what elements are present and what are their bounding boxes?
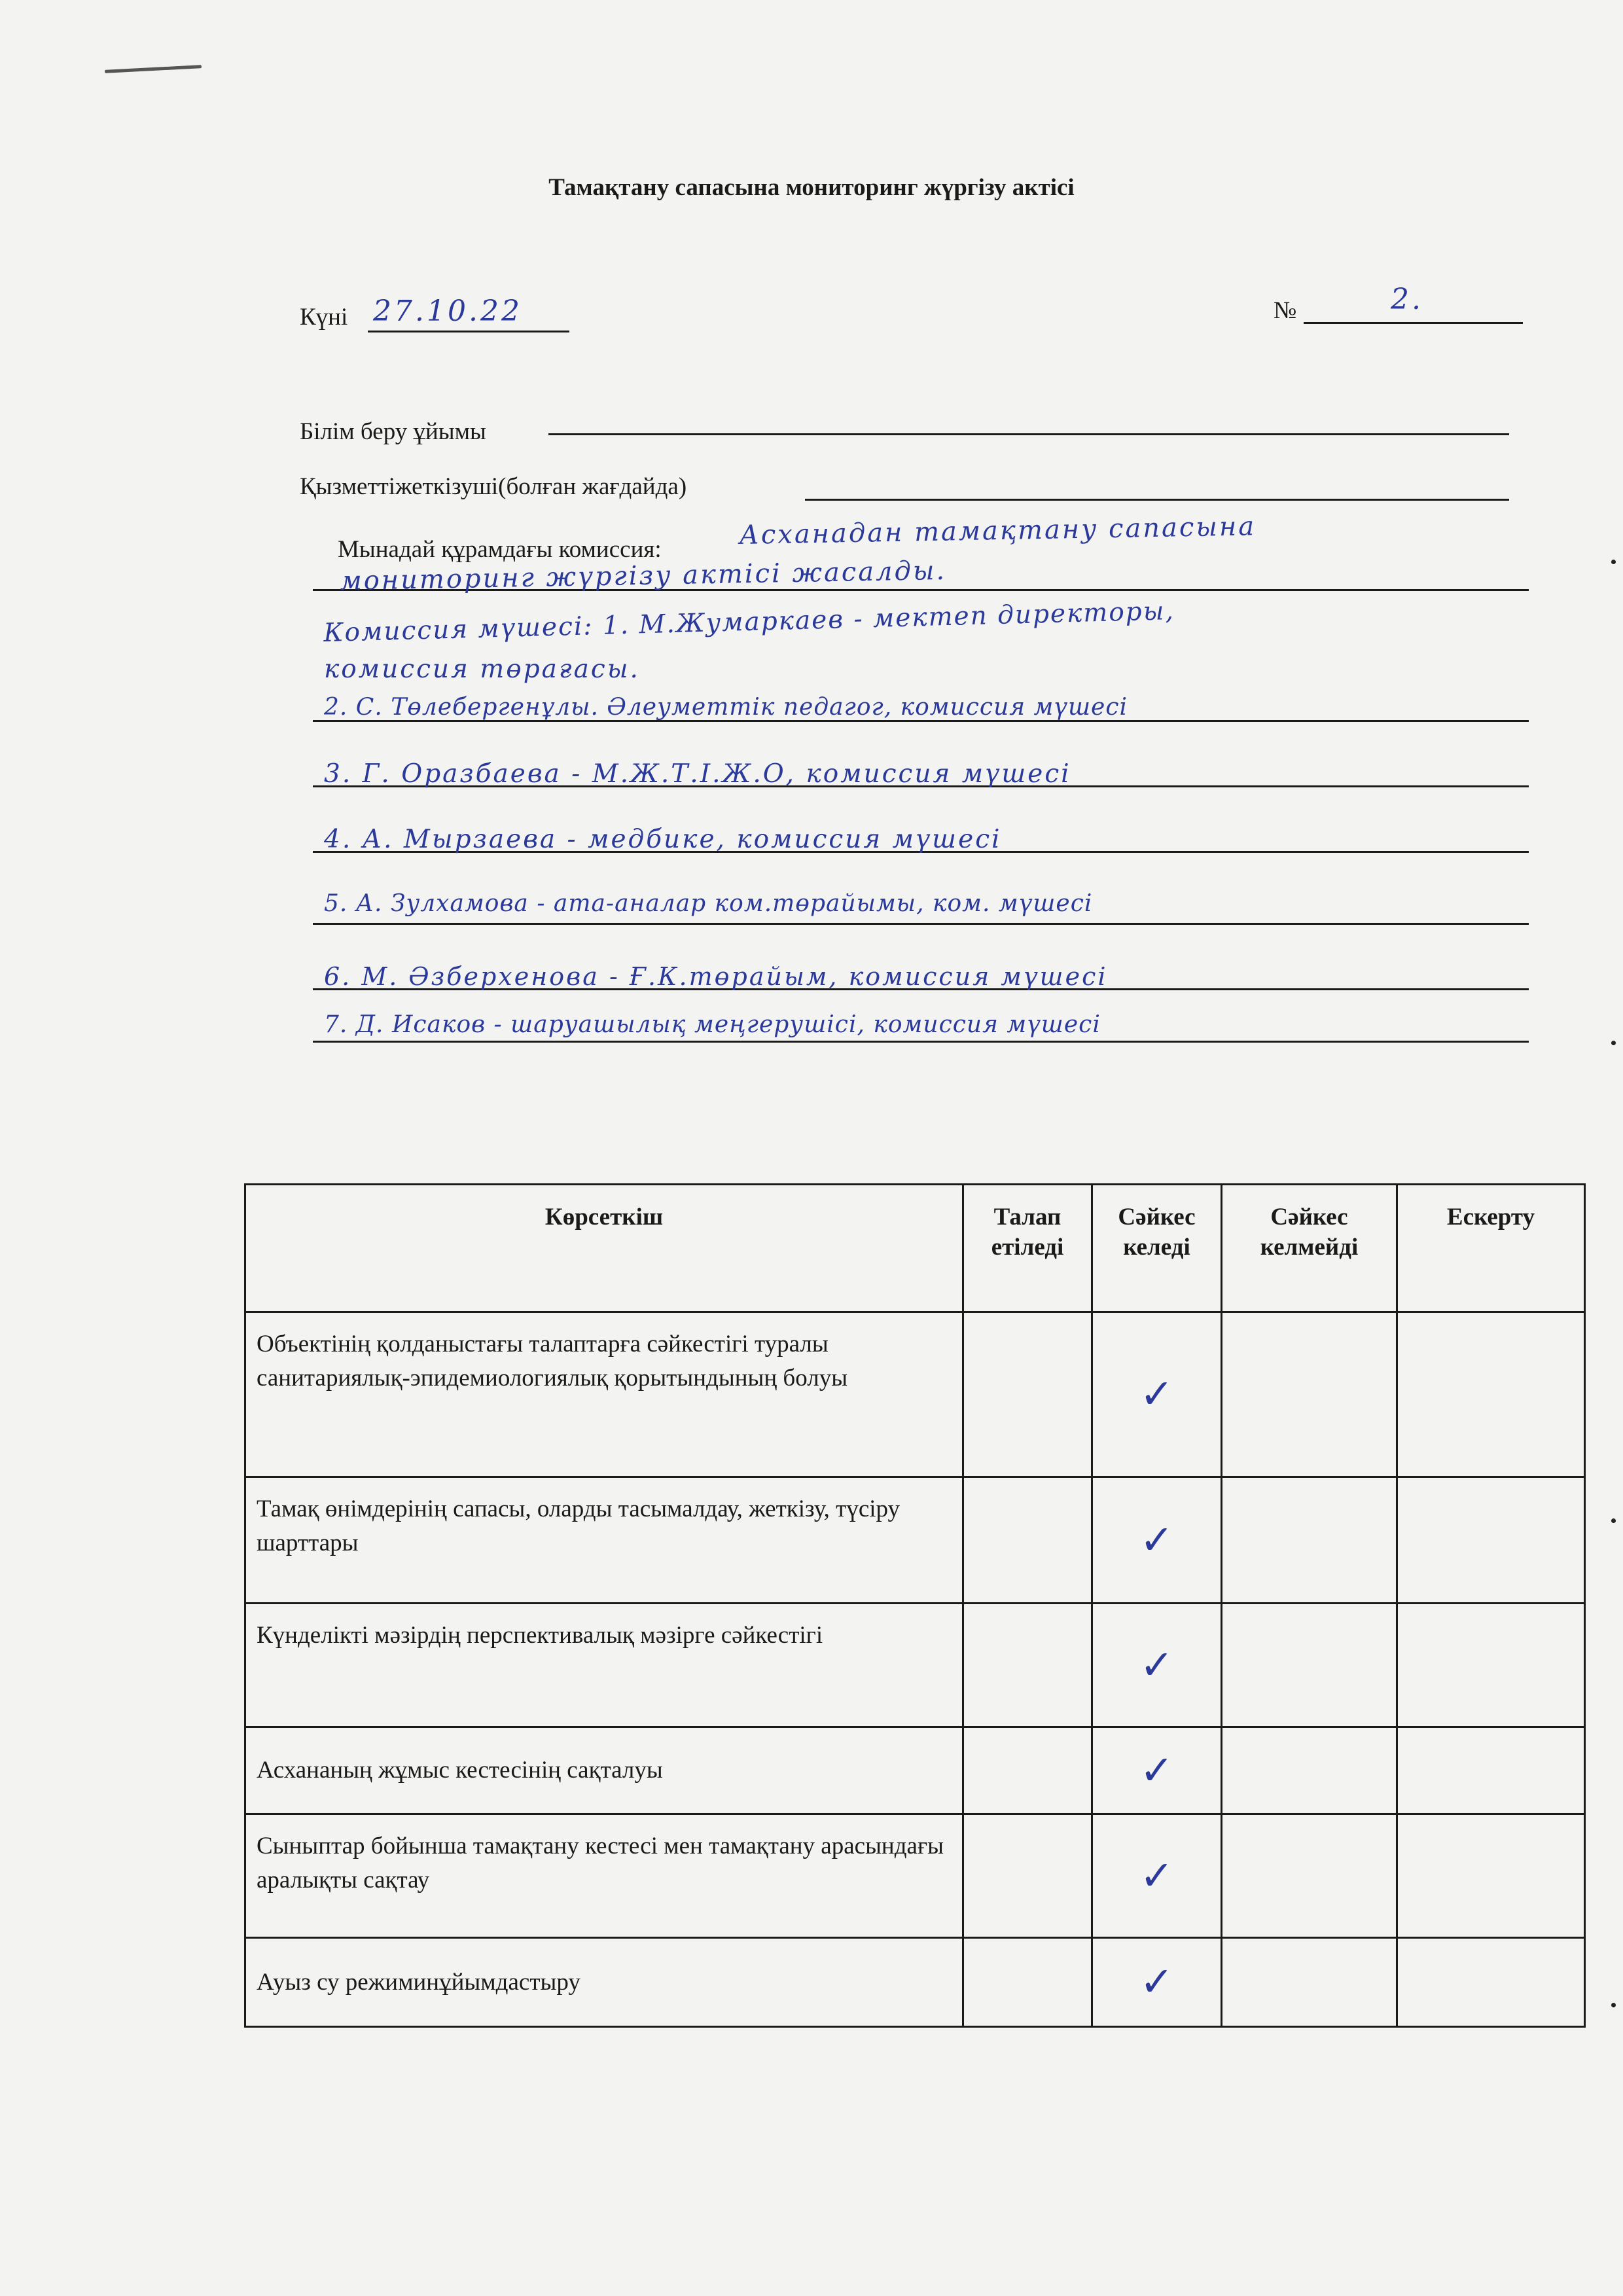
scan-dot (1611, 1041, 1616, 1045)
commission-line: Асханадан тамақтану сапасына (739, 511, 1257, 550)
table-header-row (245, 1185, 1585, 1312)
scan-mark (105, 65, 202, 73)
header-note: Ескерту (1397, 1185, 1585, 1312)
indicator-cell: Объектінің қолданыстағы талаптарға сәйкестігі туралы санитариялық-эпидемиологиялық қорытындының болуы (245, 1312, 963, 1477)
note-cell[interactable] (1397, 1938, 1585, 2027)
noncompliant-cell[interactable] (1222, 1312, 1397, 1477)
noncompliant-cell[interactable] (1222, 1727, 1397, 1814)
commission-line: 4. А. Мырзаева - медбике, комиссия мүшесі (324, 825, 1002, 854)
monitoring-table (244, 1183, 1586, 2028)
required-cell[interactable] (963, 1727, 1092, 1814)
commission-label: Мынадай құрамдағы комиссия: (338, 536, 662, 563)
commission-line: комиссия төрағасы. (324, 655, 640, 684)
table-row (245, 1604, 1585, 1727)
required-cell[interactable] (963, 1604, 1092, 1727)
table-row (245, 1938, 1585, 2027)
noncompliant-cell[interactable] (1222, 1938, 1397, 2027)
header-required: Талап етіледі (963, 1185, 1092, 1312)
supplier-field[interactable] (805, 499, 1509, 501)
noncompliant-cell[interactable] (1222, 1604, 1397, 1727)
table-row (245, 1312, 1585, 1477)
document-title: Тамақтану сапасына мониторинг жүргізу актісі (548, 174, 1075, 201)
scan-dot (1611, 2003, 1616, 2007)
indicator-cell: Сыныптар бойынша тамақтану кестесі мен тамақтану арасындағы аралықты сақтау (245, 1814, 963, 1938)
commission-line: 3. Г. Оразбаева - М.Ж.Т.І.Ж.О, комиссия мүшесі (324, 759, 1071, 789)
compliant-check[interactable]: ✓ (1092, 1814, 1222, 1938)
table-row (245, 1477, 1585, 1604)
number-underline (1304, 322, 1523, 324)
organization-field[interactable] (548, 433, 1509, 435)
required-cell[interactable] (963, 1477, 1092, 1604)
noncompliant-cell[interactable] (1222, 1477, 1397, 1604)
date-underline (368, 331, 569, 332)
indicator-cell: Асхананың жұмыс кестесінің сақталуы (245, 1727, 963, 1814)
number-label: № (1274, 297, 1297, 324)
compliant-check[interactable]: ✓ (1092, 1727, 1222, 1814)
note-cell[interactable] (1397, 1312, 1585, 1477)
organization-label: Білім беру ұйымы (300, 418, 486, 445)
note-cell[interactable] (1397, 1727, 1585, 1814)
scan-dot (1611, 1518, 1616, 1523)
indicator-cell: Күнделікті мәзірдің перспективалық мәзірге сәйкестігі (245, 1604, 963, 1727)
table-row (245, 1727, 1585, 1814)
header-noncompliant: Сәйкес келмейді (1222, 1185, 1397, 1312)
commission-line: Комиссия мүшесі: 1. М.Жумаркаев - мектеп директоры, (323, 596, 1175, 648)
required-cell[interactable] (963, 1312, 1092, 1477)
required-cell[interactable] (963, 1938, 1092, 2027)
header-compliant: Сәйкес келеді (1092, 1185, 1222, 1312)
required-cell[interactable] (963, 1814, 1092, 1938)
commission-underline (313, 923, 1529, 925)
number-value[interactable]: 2. (1391, 283, 1423, 316)
commission-underline (313, 1041, 1529, 1043)
commission-line: мониторинг жүргізу актісі жасалды. (340, 555, 947, 596)
noncompliant-cell[interactable] (1222, 1814, 1397, 1938)
header-indicator: Көрсеткіш (245, 1185, 963, 1312)
compliant-check[interactable]: ✓ (1092, 1938, 1222, 2027)
note-cell[interactable] (1397, 1814, 1585, 1938)
date-value[interactable]: 27.10.22 (373, 295, 522, 328)
compliant-check[interactable]: ✓ (1092, 1477, 1222, 1604)
compliant-check[interactable]: ✓ (1092, 1604, 1222, 1727)
compliant-check[interactable]: ✓ (1092, 1312, 1222, 1477)
note-cell[interactable] (1397, 1604, 1585, 1727)
indicator-cell: Ауыз су режиминұйымдастыру (245, 1938, 963, 2027)
note-cell[interactable] (1397, 1477, 1585, 1604)
indicator-cell: Тамақ өнімдерінің сапасы, оларды тасымалдау, жеткізу, түсіру шарттары (245, 1477, 963, 1604)
commission-line: 7. Д. Исаков - шаруашылық меңгерушісі, комиссия мүшесі (324, 1011, 1101, 1038)
commission-line: 6. М. Әзберхенова - Ғ.К.төрайым, комиссия мүшесі (324, 962, 1108, 991)
commission-line: 2. С. Төлебергенұлы. Әлеуметтік педагог, комиссия мүшесі (324, 694, 1128, 721)
scan-dot (1611, 560, 1616, 564)
table-row (245, 1814, 1585, 1938)
date-label: Күні (300, 304, 348, 331)
supplier-label: Қызметтіжеткізуші(болған жағдайда) (300, 473, 687, 500)
commission-line: 5. А. Зулхамова - ата-аналар ком.төрайымы, ком. мүшесі (324, 890, 1093, 917)
